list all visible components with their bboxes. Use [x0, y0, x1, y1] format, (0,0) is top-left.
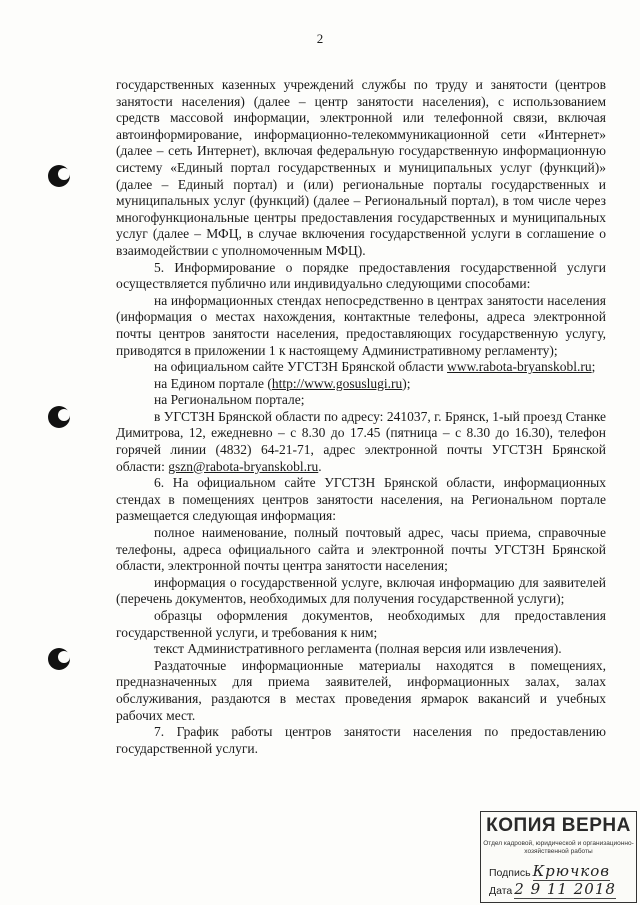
- paragraph: Раздаточные информационные материалы находятся в помещениях, предназначенных для приема заявителей, информационных залах, залах обслуживания, раздаются в местах проведения ярмарок вакансий и учебных рабочих мест.: [116, 657, 606, 723]
- stamp-signature-line: [489, 862, 610, 880]
- portal-link[interactable]: http://www.gosuslugi.ru: [271, 375, 403, 391]
- date-label: Дата: [489, 885, 513, 897]
- paragraph: на информационных стендах непосредственно в центрах занятости населения (информация о местах нахождения, контактные телефоны, адреса электронной почты центров занятости населения, предоставляющих государственную услугу, приводятся в приложении 1 к настоящему Административному регламенту);: [116, 292, 606, 358]
- document-body: [116, 77, 606, 757]
- punch-hole-icon: [46, 404, 72, 430]
- portal-line-suffix: );: [402, 375, 411, 391]
- portal-line-prefix: на Едином портале (: [154, 375, 272, 391]
- site-line-suffix: ;: [591, 359, 596, 375]
- page-number: 2: [316, 31, 324, 46]
- stamp-title: КОПИЯ ВЕРНА: [486, 815, 631, 836]
- copy-certified-stamp: [480, 811, 637, 903]
- handwritten-date: 2 9 11 2018: [514, 880, 616, 898]
- paragraph-item-5: 5. Информирование о порядке предоставления государственной услуги осуществляется публично или индивидуально следующими способами:: [116, 259, 606, 292]
- paragraph: полное наименование, полный почтовый адрес, часы приема, справочные телефоны, адреса официального сайта и электронной почты УГСТЗН Брянской области, электронной почты центра занятости населения;: [116, 525, 606, 574]
- signature-label: Подпись: [489, 867, 531, 879]
- address-line: [116, 409, 606, 475]
- paragraph: образцы оформления документов, необходимых для предоставления государственной услуги, и требования к ним;: [116, 608, 606, 640]
- paragraph-item-6: 6. На официальном сайте УГСТЗН Брянской области, информационных стендах в помещениях центров занятости населения, на Региональном портале размещается следующая информация:: [116, 475, 606, 524]
- punch-hole-icon: [46, 163, 72, 189]
- paragraph: текст Административного регламента (полная версия или извлечения).: [154, 641, 562, 657]
- regional-line: на Региональном портале;: [154, 392, 305, 408]
- email-link[interactable]: gszn@rabota-bryanskobl.ru: [168, 458, 319, 474]
- address-suffix: .: [318, 458, 322, 474]
- site-line-prefix: на официальном сайте УГСТЗН Брянской области: [154, 359, 448, 375]
- site-line: [116, 359, 606, 376]
- handwritten-signature: Крючков: [532, 862, 611, 880]
- stamp-date-line: [489, 880, 616, 898]
- paragraph: государственных казенных учреждений службы по труду и занятости (центров занятости населения) (далее – центр занятости населения), с использованием средств массовой информации, электронной или телефонной связи, включая автоинформирование, информационно-телекоммуникационной сети «Интернет» (далее – сеть Интернет), включая федеральную государственную информационную систему «Единый портал государственных и муниципальных услуг (функций)» (далее – Единый портал) и (или) региональные порталы государственных и муниципальных услуг (функций) (далее – Региональный портал), в том числе через многофункциональные центры предоставления государственных и муниципальных услуг (далее – МФЦ, в случае включения государственной услуги в соглашение о взаимодействии с уполномоченным МФЦ).: [116, 77, 606, 258]
- stamp-department: Отдел кадровой, юридической и организационно-хозяйственной работы: [483, 840, 634, 855]
- portal-line: [116, 376, 606, 393]
- paragraph: информация о государственной услуге, включая информацию для заявителей (перечень документов, необходимых для получения государственной услуги);: [116, 574, 606, 607]
- punch-hole-icon: [46, 646, 72, 672]
- paragraph-item-7: 7. График работы центров занятости населения по предоставлению государственной услуги.: [116, 724, 606, 756]
- address-text: в УГСТЗН Брянской области по адресу: 241037, г. Брянск, 1-ый проезд Станке Димитрова, 12, ежедневно – с 8.30 до 17.45 (пятница – с 8.30 до 16.30), телефон горячей линии (4832) 64-21-71, адрес электронной почты УГСТЗН Брянской области:: [116, 408, 606, 474]
- site-link[interactable]: www.rabota-bryanskobl.ru: [447, 359, 592, 375]
